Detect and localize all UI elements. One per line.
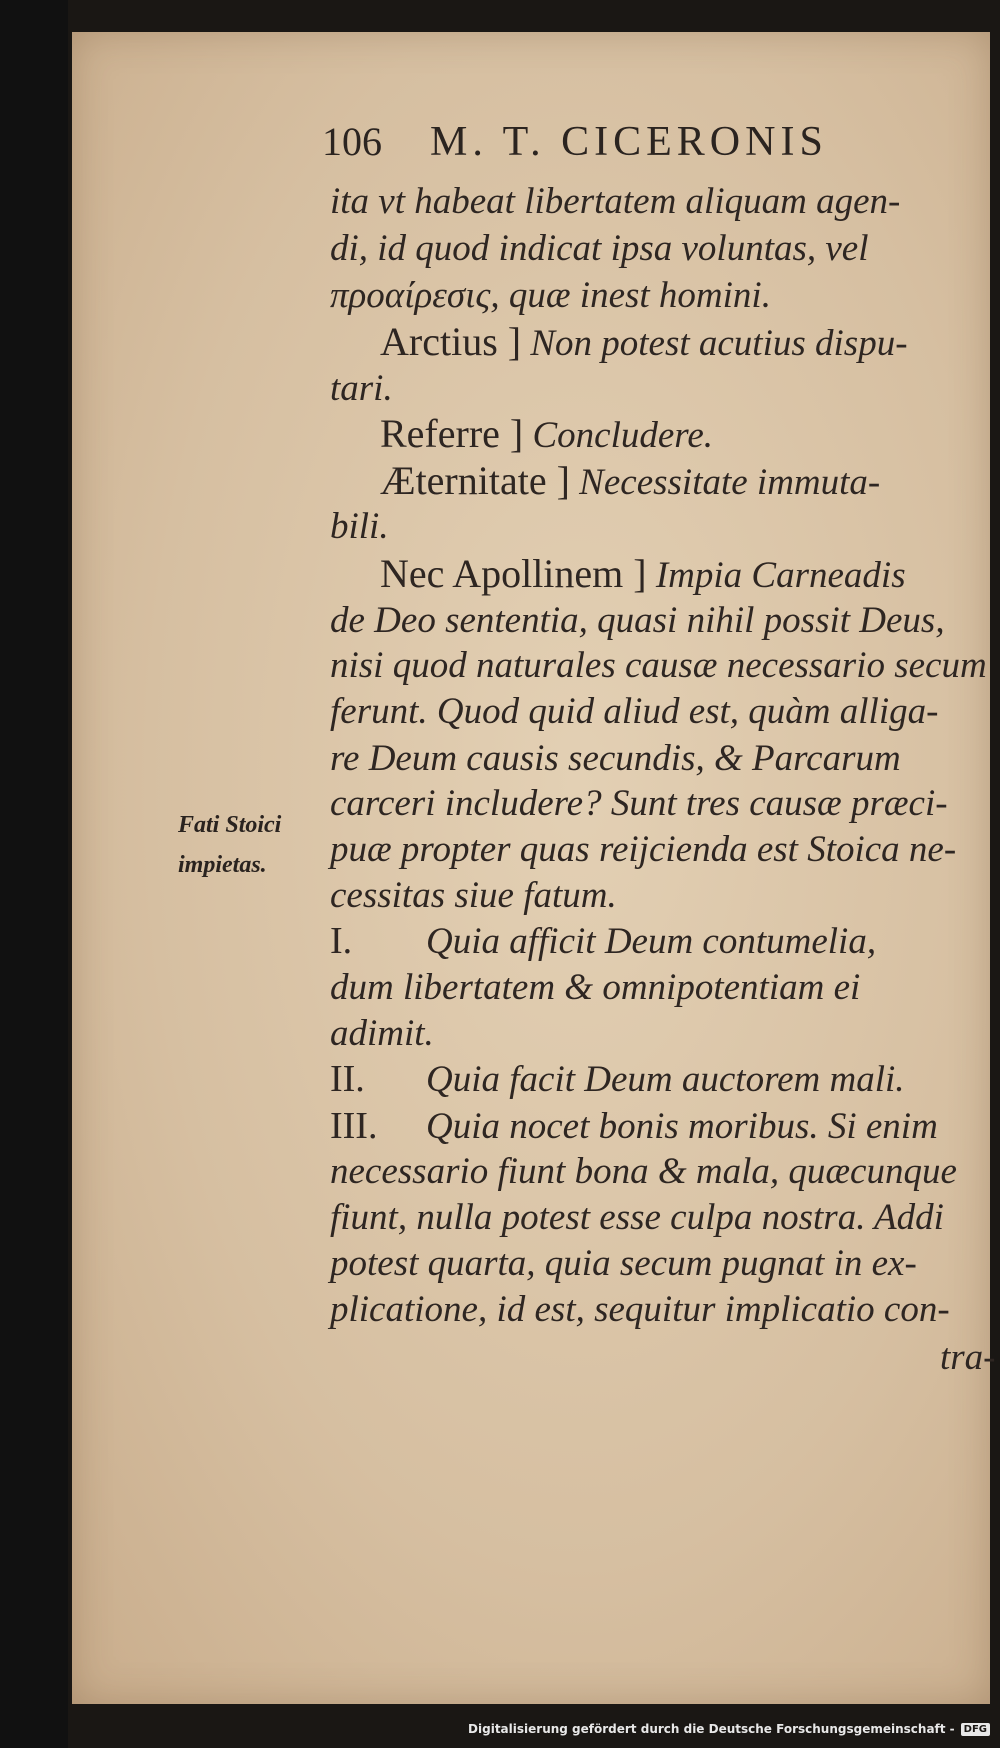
lemma: Arctius ] <box>380 319 522 364</box>
page-number: 106 <box>322 119 382 164</box>
text-line <box>330 365 393 413</box>
line-text: di, id quod indicat ipsa voluntas, vel <box>330 228 869 269</box>
margin-note-line-1: Fati Stoici <box>178 812 282 838</box>
text-line <box>330 597 945 645</box>
text-line <box>330 826 956 874</box>
lemma: Nec Apollinem ] <box>380 551 647 596</box>
line-text: προαίρεσις, quæ inest homini. <box>330 275 771 316</box>
line-text: Impia Carneadis <box>646 555 906 596</box>
text-line <box>330 780 948 828</box>
text-line <box>330 1102 938 1150</box>
list-number: II. <box>330 1058 365 1100</box>
line-text: ita vt habeat libertatem aliquam agen- <box>330 181 901 222</box>
text-line <box>380 318 908 366</box>
text-line <box>940 1334 996 1382</box>
binding-edge <box>0 0 68 1748</box>
text-line <box>330 1240 917 1288</box>
page-header <box>322 118 942 170</box>
line-text: carceri includere? Sunt tres causæ præci- <box>330 783 948 824</box>
running-head: M. T. CICERONIS <box>430 119 828 165</box>
line-text: Concludere. <box>523 415 713 456</box>
text-line <box>330 272 771 320</box>
text-line <box>330 917 876 965</box>
line-text: Quia nocet bonis moribus. Si enim <box>426 1106 938 1147</box>
text-line <box>330 178 900 226</box>
line-text: cessitas siue fatum. <box>330 875 617 916</box>
line-text: Quia facit Deum auctorem mali. <box>426 1059 905 1100</box>
lemma: Referre ] <box>380 411 524 456</box>
credit-text: Digitalisierung gefördert durch die Deutsche Forschungsgemeinschaft - <box>468 1722 955 1736</box>
text-line <box>330 1194 944 1242</box>
text-line <box>330 688 938 736</box>
line-text: nisi quod naturales causæ necessario secum <box>330 645 987 686</box>
margin-note-line-2: impietas. <box>178 852 267 878</box>
line-text: tra- <box>940 1337 996 1378</box>
text-line <box>330 964 860 1012</box>
line-text: Necessitate immuta- <box>569 462 881 503</box>
text-line <box>330 1148 957 1196</box>
text-line <box>330 735 901 783</box>
text-line <box>330 642 987 690</box>
line-text: necessario fiunt bona & mala, quæcunque <box>330 1151 957 1192</box>
line-text: bili. <box>330 506 389 547</box>
digitization-credit <box>468 1718 990 1740</box>
text-line <box>380 410 713 458</box>
line-text: potest quarta, quia secum pugnat in ex- <box>330 1243 917 1284</box>
line-text: re Deum causis secundis, & Parcarum <box>330 738 901 779</box>
line-text: fiunt, nulla potest esse culpa nostra. Addi <box>330 1197 944 1238</box>
text-line <box>330 872 617 920</box>
line-text: ferunt. Quod quid aliud est, quàm alliga- <box>330 691 939 732</box>
text-line <box>330 1010 434 1058</box>
line-text: plicatione, id est, sequitur implicatio con- <box>330 1289 950 1330</box>
dfg-logo: DFG <box>961 1723 990 1736</box>
text-line <box>380 457 880 505</box>
line-text: Non potest acutius dispu- <box>521 323 908 364</box>
list-number: I. <box>330 920 353 962</box>
text-line <box>380 550 906 598</box>
text-line <box>330 1286 950 1334</box>
line-text: de Deo sententia, quasi nihil possit Deus, <box>330 600 945 641</box>
line-text: dum libertatem & omnipotentiam ei <box>330 967 861 1008</box>
line-text: adimit. <box>330 1013 434 1054</box>
line-text: tari. <box>330 368 393 409</box>
line-text: puæ propter quas reijcienda est Stoica ne- <box>330 829 957 870</box>
lemma: Æternitate ] <box>380 458 570 503</box>
line-text: Quia afficit Deum contumelia, <box>426 921 877 962</box>
list-number: III. <box>330 1105 378 1147</box>
text-line <box>330 225 869 273</box>
text-line <box>330 503 389 551</box>
text-line <box>330 1055 905 1103</box>
